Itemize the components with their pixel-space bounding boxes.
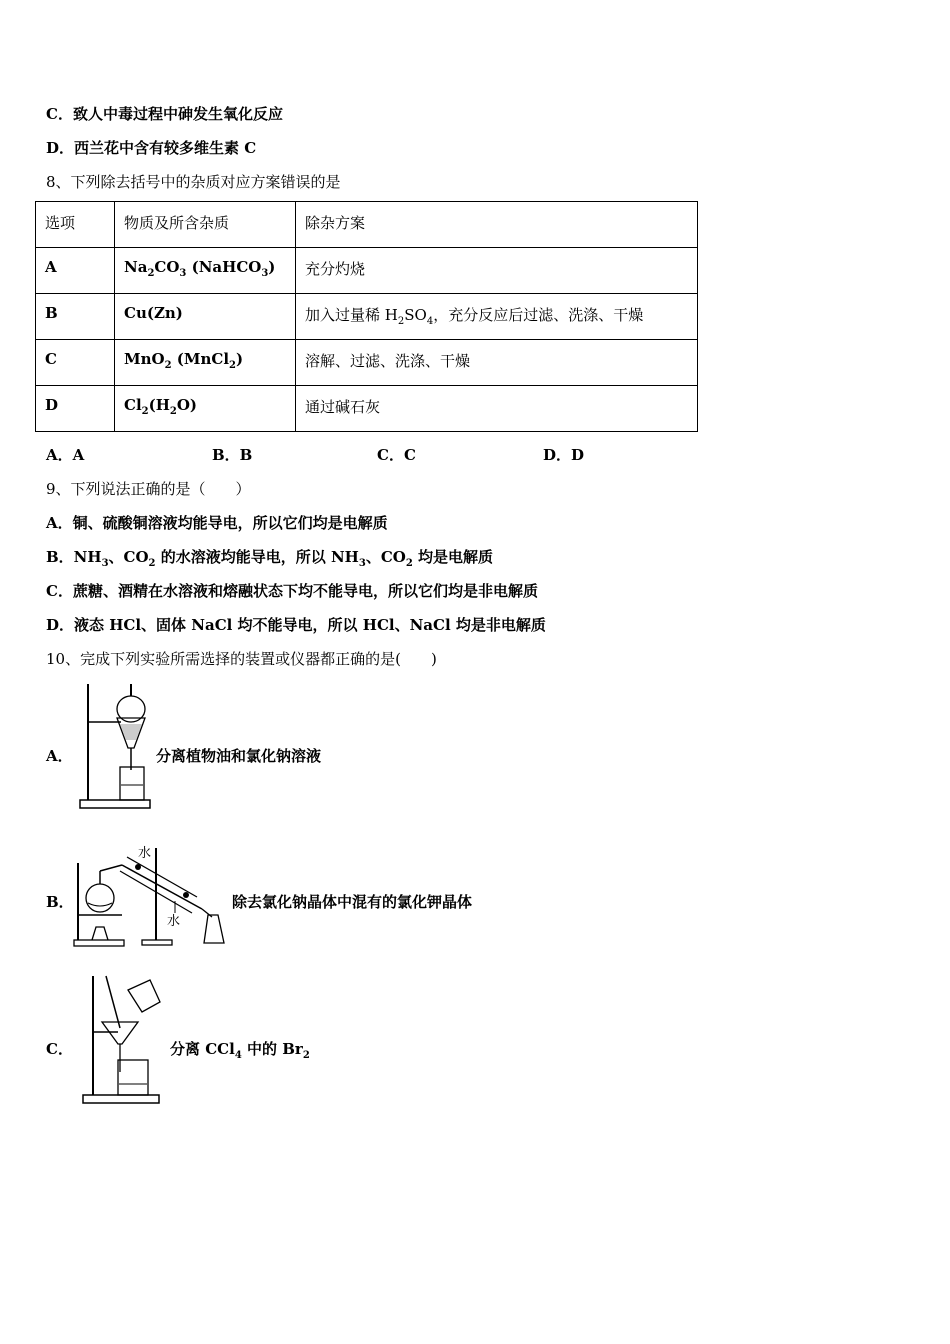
distillation-figure bbox=[72, 843, 232, 948]
q8-answer-d: D．D bbox=[543, 446, 585, 464]
header-option: 选项 bbox=[36, 202, 115, 248]
table-row bbox=[36, 340, 698, 386]
row-substance: Cu(Zn) bbox=[115, 294, 296, 340]
row-method: 加入过量稀 $H_2SO_4$，充分反应后过滤、洗涤、干燥 bbox=[296, 294, 698, 340]
row-method: 通过碱石灰 bbox=[296, 386, 698, 432]
header-method: 除杂方案 bbox=[296, 202, 698, 248]
q8-stem: 8、下列除去括号中的杂质对应方案错误的是 bbox=[46, 173, 341, 191]
table-row bbox=[36, 386, 698, 432]
q9-option-a: A．铜、硫酸铜溶液均能导电，所以它们均是电解质 bbox=[46, 514, 388, 532]
q8-table bbox=[35, 201, 698, 432]
q10-item-b-label: B． bbox=[46, 893, 74, 911]
q9-option-b: B．$NH_3$、$CO_2$ 的水溶液均能导电，所以 $NH_3$、$CO_2$ 均是电解质 bbox=[46, 548, 494, 569]
row-substance: MnO$_2$ (MnCl$_2$) bbox=[115, 340, 296, 386]
q8-answer-c: C．C bbox=[377, 446, 416, 464]
q10-item-b-text: 除去氯化钠晶体中混有的氯化钾晶体 bbox=[232, 893, 473, 911]
header-substance: 物质及所含杂质 bbox=[115, 202, 296, 248]
row-option: D bbox=[36, 386, 115, 432]
table-row bbox=[36, 248, 698, 294]
q10-item-c-label: C． bbox=[46, 1040, 73, 1058]
q10-item-c-text: 分离 CCl$_4$ 中的 $Br_2$ bbox=[170, 1040, 310, 1061]
q7-option-d: D．西兰花中含有较多维生素 C bbox=[46, 139, 257, 157]
table-header-row bbox=[36, 202, 698, 248]
q8-answer-b: B．B bbox=[212, 446, 253, 464]
q10-stem: 10、完成下列实验所需选择的装置或仪器都正确的是( ) bbox=[46, 650, 437, 668]
row-substance: $Na_2CO_3$ (NaHCO$_3$) bbox=[115, 248, 296, 294]
q9-option-c: C．蔗糖、酒精在水溶液和熔融状态下均不能导电，所以它们均是非电解质 bbox=[46, 582, 538, 600]
q9-stem: 9、下列说法正确的是（ ） bbox=[46, 480, 251, 498]
q9-option-d: D．液态 HCl、固体 NaCl 均不能导电，所以 HCl、NaCl 均是非电解质 bbox=[46, 616, 546, 634]
row-method: 溶解、过滤、洗涤、干燥 bbox=[296, 340, 698, 386]
row-option: C bbox=[36, 340, 115, 386]
water-label-top: 水 bbox=[138, 846, 152, 861]
row-option: B bbox=[36, 294, 115, 340]
q10-item-a-label: A． bbox=[46, 747, 73, 765]
q8-answer-a: A．A bbox=[46, 446, 85, 464]
row-option: A bbox=[36, 248, 115, 294]
row-substance: $Cl_2(H_2O)$ bbox=[115, 386, 296, 432]
water-label-bottom: 水 bbox=[167, 914, 181, 929]
q10-item-a-text: 分离植物油和氯化钠溶液 bbox=[156, 747, 322, 765]
separatory-funnel-figure bbox=[75, 680, 155, 810]
q7-option-c: C．致人中毒过程中砷发生氧化反应 bbox=[46, 105, 283, 123]
row-method: 充分灼烧 bbox=[296, 248, 698, 294]
table-row bbox=[36, 294, 698, 340]
filtration-figure bbox=[80, 972, 165, 1107]
